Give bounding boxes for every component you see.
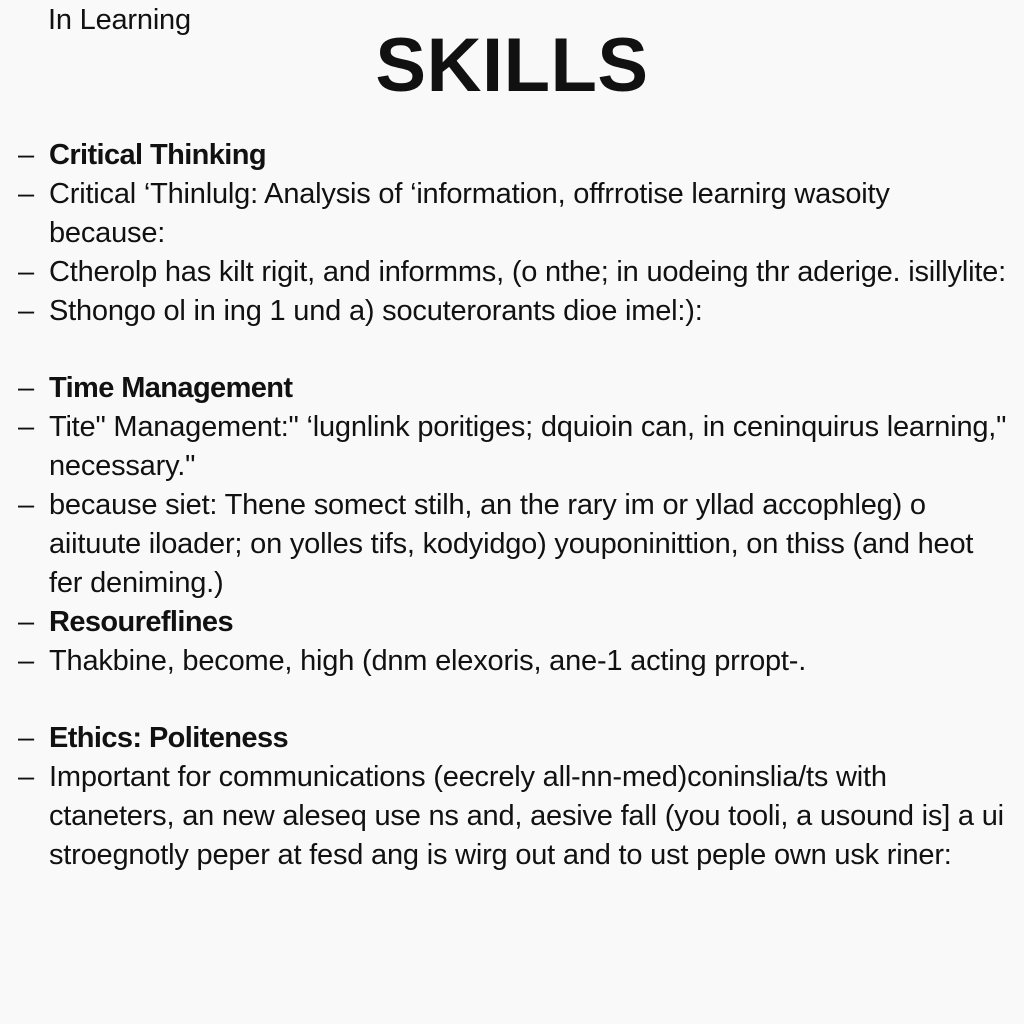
list-item-text: Important for communications (eecrely all-nn-med)coninslia/ts with ctaneters, an new aleseq use ns and, aesive fall (you tooli, a usound is] a ui stroegnotly peper at fesd ang is wirg out and to ust peple own usk riner: xyxy=(49,761,1004,871)
skills-list xyxy=(18,136,1013,875)
dash-bullet: – xyxy=(18,178,34,210)
dash-bullet: – xyxy=(18,489,34,521)
dash-bullet: – xyxy=(18,645,34,677)
dash-bullet: – xyxy=(18,256,34,288)
list-item xyxy=(18,758,1013,875)
section-heading xyxy=(18,369,1013,408)
section-critical-thinking xyxy=(18,136,1013,331)
top-label: In Learning xyxy=(48,4,191,36)
section-spacer xyxy=(18,681,1013,719)
dash-bullet: – xyxy=(18,761,34,793)
section-ethics xyxy=(18,719,1013,875)
dash-bullet: – xyxy=(18,411,34,443)
section-heading-text: Critical Thinking xyxy=(49,139,266,171)
list-item xyxy=(18,486,1013,603)
page-title: SKILLS xyxy=(375,23,649,108)
list-item xyxy=(18,292,1013,331)
dash-bullet: – xyxy=(18,139,34,171)
list-item xyxy=(18,642,1013,681)
dash-bullet: – xyxy=(18,372,34,404)
section-heading xyxy=(18,719,1013,758)
section-spacer xyxy=(18,331,1013,369)
list-item-text: because siet: Thene somect stilh, an the rary im or yllad accophleg) o aiituute iloader; on yolles tifs, kodyidgo) youponinittion, on thiss (and heot fer deniming.) xyxy=(49,489,974,599)
list-item-text: Sthongo ol in ing 1 und a) socuterorants dioe imel:): xyxy=(49,295,703,327)
dash-bullet: – xyxy=(18,606,34,638)
list-item-text: Tite" Management:" ‘lugnlink poritiges; dquioin can, in ceninquirus learning," necessary." xyxy=(49,411,1007,482)
section-heading-text: Time Management xyxy=(49,372,293,404)
section-resoureflines xyxy=(18,603,1013,681)
dash-bullet: – xyxy=(18,722,34,754)
section-heading xyxy=(18,603,1013,642)
list-item-text: Thakbine, become, high (dnm elexoris, ane-1 acting prropt-. xyxy=(49,645,807,677)
section-heading-text: Ethics: Politeness xyxy=(49,722,288,754)
dash-bullet: – xyxy=(18,295,34,327)
list-item-text: Critical ‘Thinlulg: Analysis of ‘information, offrrotise learnirg wasoity because: xyxy=(49,178,890,249)
list-item xyxy=(18,408,1013,486)
section-heading-text: Resoureflines xyxy=(49,606,233,638)
list-item-text: Ctherolp has kilt rigit, and informms, (o nthe; in uodeing thr aderige. isillylite: xyxy=(49,256,1006,288)
section-heading xyxy=(18,136,1013,175)
section-time-management xyxy=(18,369,1013,603)
list-item xyxy=(18,175,1013,253)
list-item xyxy=(18,253,1013,292)
